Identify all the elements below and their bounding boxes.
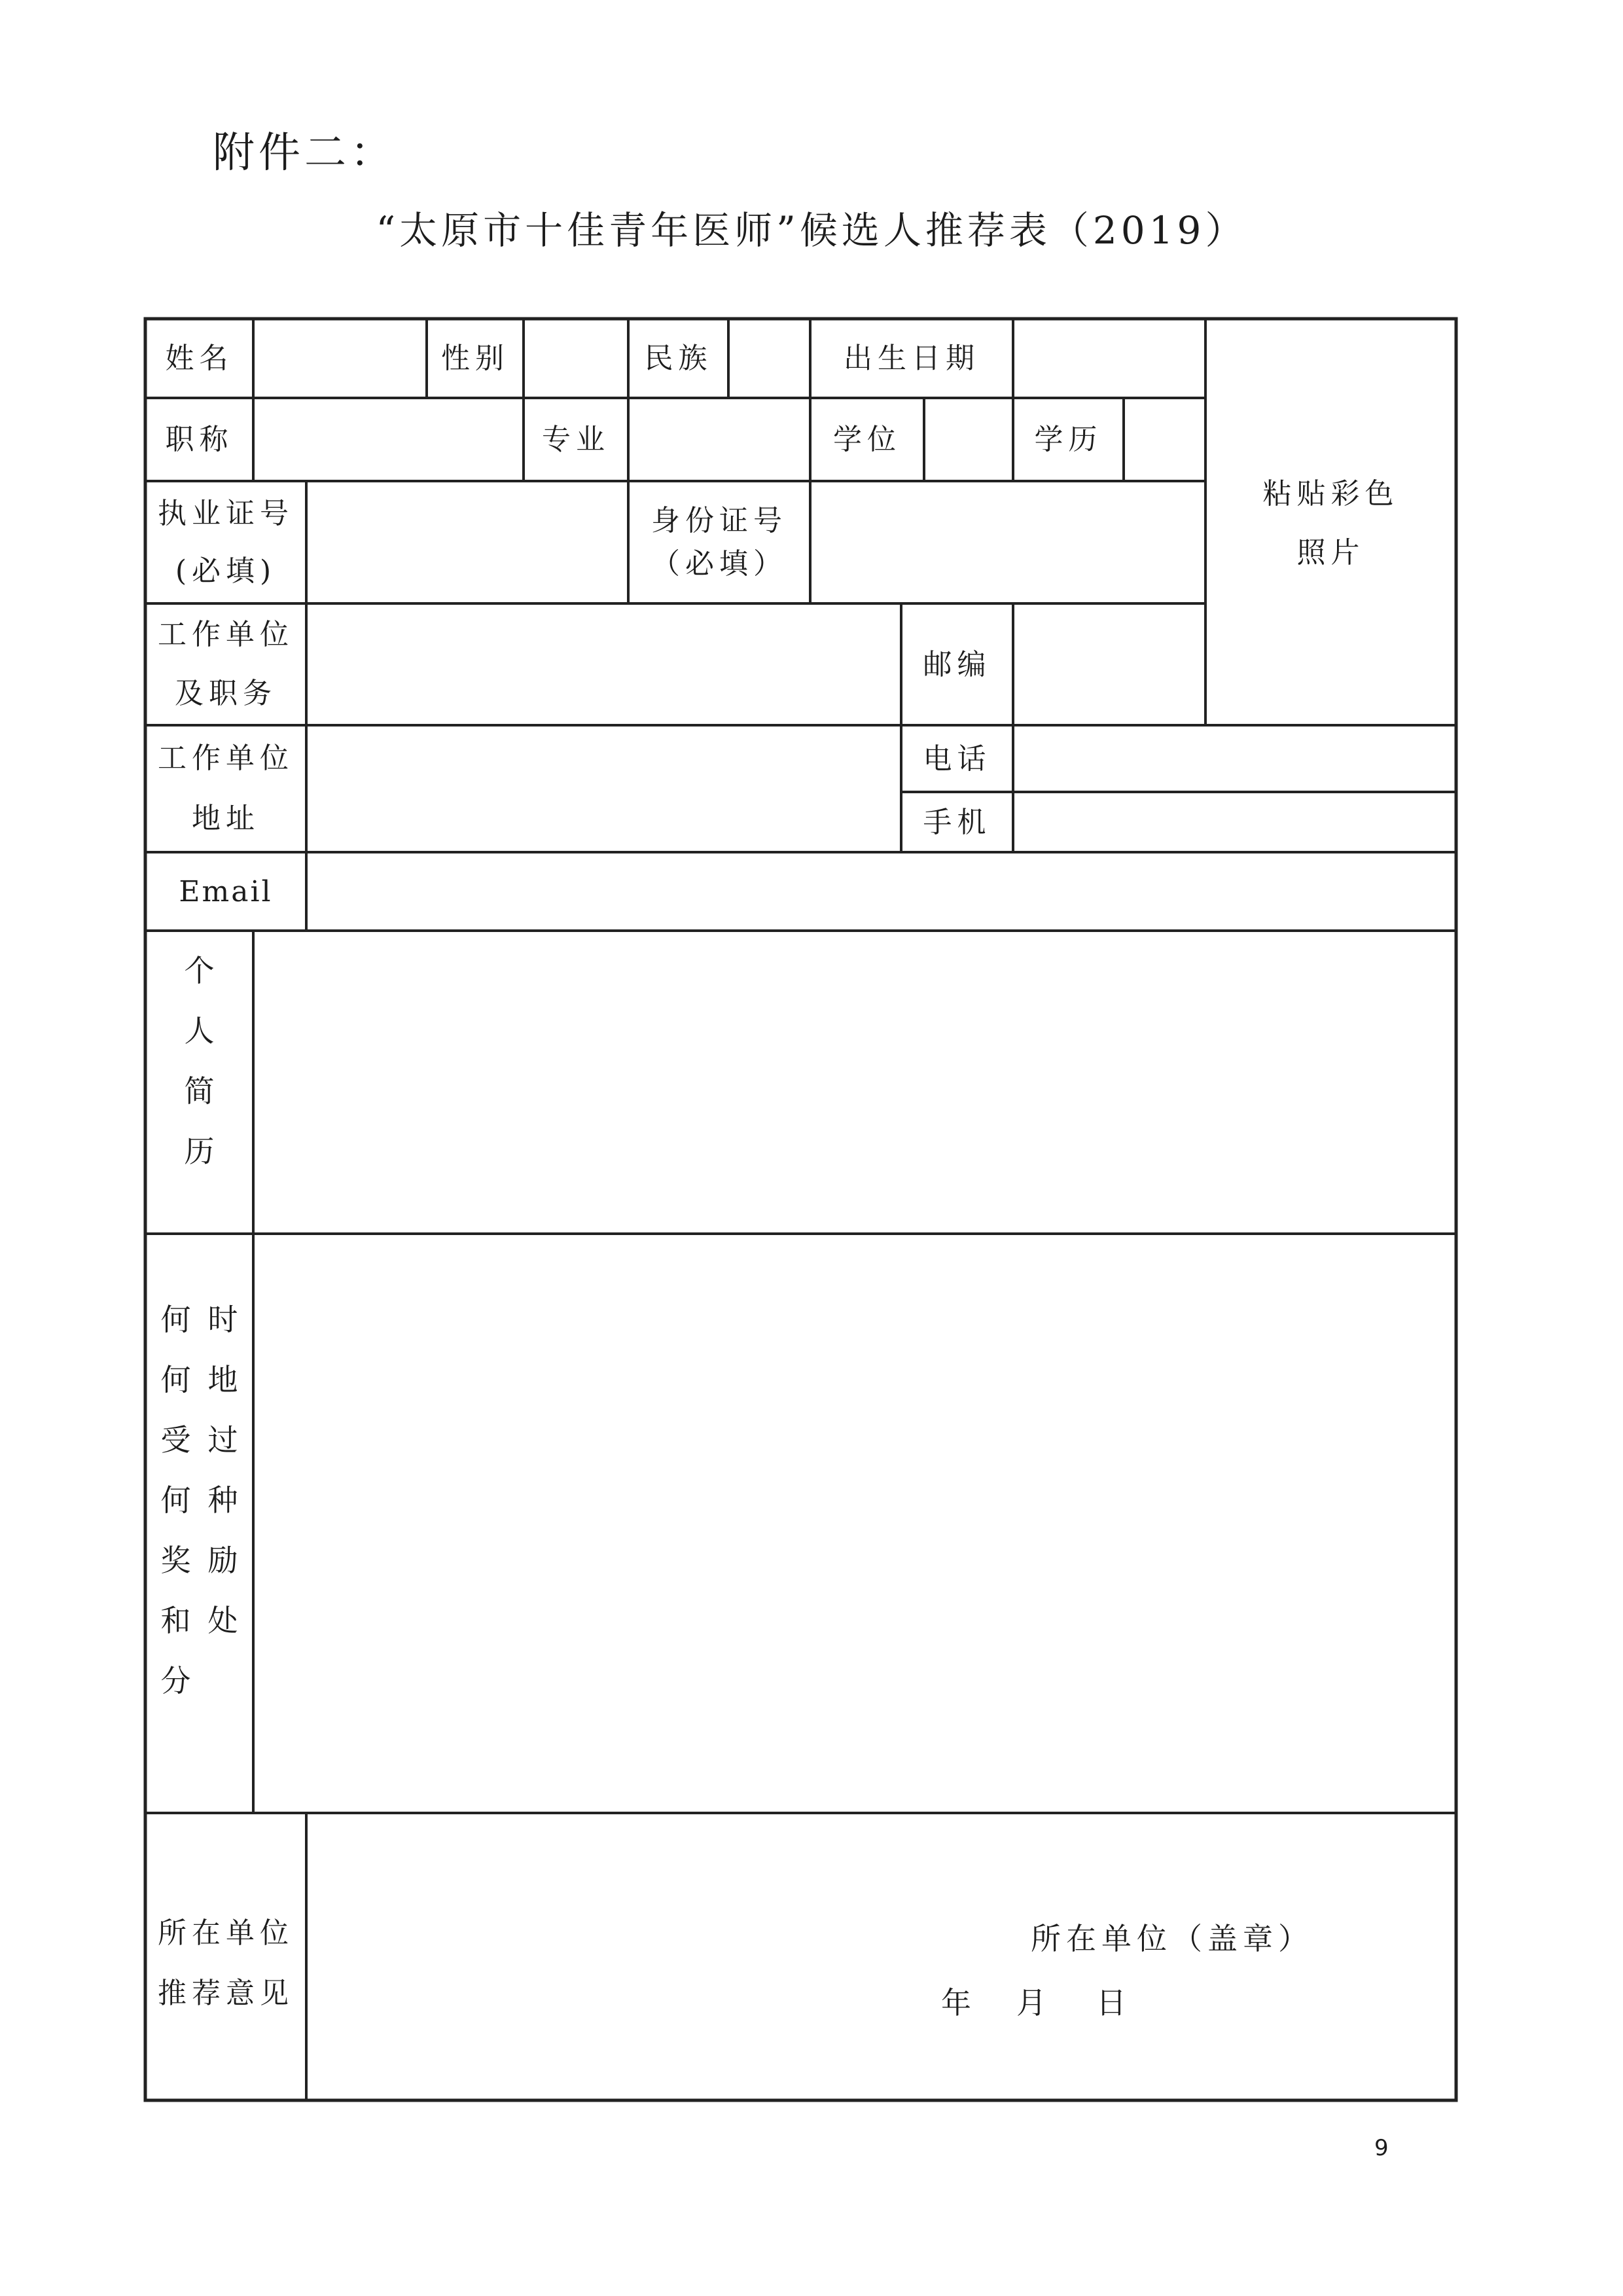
awards-char: 何 (160, 1482, 191, 1518)
gender-label: 性别 (441, 342, 509, 375)
major-label: 专业 (542, 423, 610, 456)
awards-char: 地 (207, 1362, 238, 1397)
resume-label (145, 941, 253, 1181)
phone-label: 电话 (923, 742, 991, 776)
date-year-label: 年 (941, 1985, 971, 2020)
workplace-label (145, 603, 306, 725)
resume-char: 历 (184, 1134, 215, 1169)
page-number: 9 (1374, 2135, 1389, 2161)
address-line-2: 地址 (192, 802, 260, 835)
resume-char: 人 (184, 1013, 215, 1049)
address-label (145, 725, 306, 852)
awards-char: 和 (160, 1603, 191, 1638)
awards-label (145, 1289, 253, 1711)
email-label: Email (179, 874, 273, 908)
resume-char: 个 (184, 953, 215, 988)
awards-char: 时 (207, 1302, 238, 1337)
license-label (145, 481, 306, 603)
address-line-1: 工作单位 (158, 742, 294, 775)
photo-line-2: 照片 (1296, 536, 1365, 569)
awards-char: 分 (160, 1663, 191, 1698)
ethnicity-label: 民族 (644, 342, 713, 375)
awards-char: 何 (160, 1362, 191, 1397)
awards-char: 过 (207, 1422, 238, 1458)
photo-line-1: 粘贴彩色 (1262, 477, 1399, 511)
idcard-line-1: 身份证号 (651, 503, 787, 537)
awards-char: 何 (160, 1302, 191, 1337)
resume-column (185, 941, 215, 1181)
awards-char: 励 (207, 1543, 238, 1578)
form-title: “太原市十佳青年医师”候选人推荐表（2019） (376, 208, 1247, 253)
awards-char: 处 (207, 1603, 238, 1638)
attachment-label: 附件二： (213, 129, 396, 177)
seal-label: 所在单位（盖章） (1031, 1921, 1313, 1956)
birthdate-label: 出生日期 (844, 342, 980, 375)
idcard-label (628, 481, 810, 603)
recommend-line-1: 所在单位 (158, 1916, 294, 1950)
degree-label: 学位 (833, 423, 901, 456)
license-line-2: (必填) (175, 554, 277, 588)
recommend-label (145, 1898, 306, 2029)
date-month-label: 月 (1016, 1985, 1046, 2020)
mobile-label: 手机 (923, 805, 991, 839)
postcode-label: 邮编 (923, 647, 991, 681)
resume-char: 简 (184, 1073, 215, 1109)
awards-column-2 (208, 1289, 238, 1711)
workplace-line-2: 及职务 (175, 677, 277, 710)
awards-column-1 (161, 1289, 191, 1711)
awards-char: 种 (207, 1482, 238, 1518)
recommend-line-2: 推荐意见 (158, 1977, 294, 2010)
awards-char: 奖 (160, 1543, 191, 1578)
awards-char: 受 (160, 1422, 191, 1458)
date-day-label: 日 (1096, 1985, 1126, 2020)
workplace-line-1: 工作单位 (158, 618, 294, 651)
education-label: 学历 (1034, 423, 1103, 456)
name-label: 姓名 (165, 342, 234, 375)
license-line-1: 执业证号 (158, 496, 294, 530)
title-label: 职称 (165, 423, 234, 456)
photo-placeholder (1205, 458, 1456, 589)
idcard-line-2: （必填） (651, 547, 787, 581)
